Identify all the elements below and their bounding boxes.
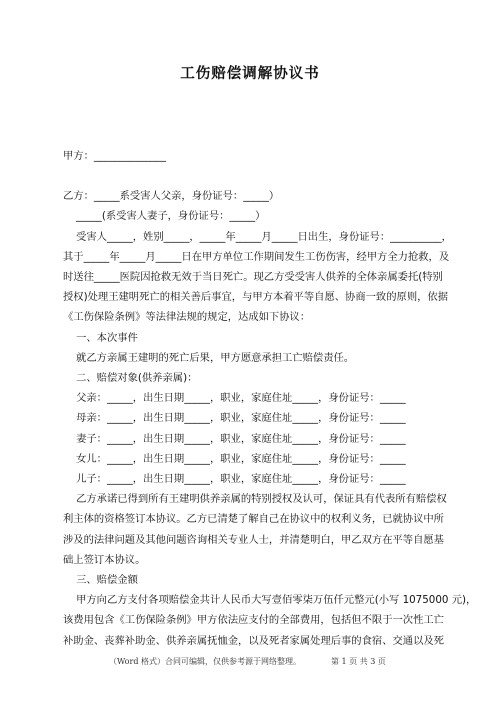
body-line: 础上签订本协议。 xyxy=(63,553,146,566)
body-line: 涉及的法律问题及其他问题咨询相关专业人士，并清楚明白，甲乙双方在平等自愿基 xyxy=(63,533,444,546)
body-line: 母亲：_____，出生日期_____，职业，家庭住址_____，身份证号：_____ xyxy=(63,412,406,425)
body-line: 就乙方亲属王建明的死亡后果，甲方愿意承担工亡赔偿责任。 xyxy=(63,351,355,364)
footer-note: （Word 格式）合同可编辑，仅供参考源于网络整理。 xyxy=(109,657,301,666)
page-number: 第 1 页 共 3 页 xyxy=(331,657,386,666)
body-line: 女儿：_____，出生日期_____，职业，家庭住址_____，身份证号：_____ xyxy=(63,452,406,465)
body-line: 《工伤保险条例》等法律法规的规定，达成如下协议： xyxy=(63,311,311,324)
body-line: 一、本次事件 xyxy=(63,331,138,344)
body-line: 父亲：_____，出生日期_____，职业，家庭住址_____，身份证号：_____ xyxy=(63,392,406,405)
body-line: 儿子：_____，出生日期_____，职业，家庭住址_____，身份证号：_____ xyxy=(63,473,406,486)
spacer xyxy=(63,166,443,184)
paragraph-lines xyxy=(63,186,477,651)
document-body xyxy=(63,146,477,651)
document-title: 工伤赔偿调解协议书 xyxy=(180,66,320,82)
body-line: _____(系受害人妻子，身份证号：_____） xyxy=(63,210,266,223)
body-line: 妻子：_____，出生日期_____，职业，家庭住址_____，身份证号：_____ xyxy=(63,432,406,445)
body-line: 时送往_____医院因抢救无效于当日死亡。现乙方受受害人供养的全体亲属委托(特别 xyxy=(63,271,443,284)
body-line: 受害人_____，姓别_____，_____年_____月_____日出生，身份证号：__________， xyxy=(63,230,452,243)
body-line: 乙方：_____系受害人父亲，身份证号：_____） xyxy=(63,190,280,203)
body-line: 利主体的资格签订本协议。乙方已清楚了解自己在协议中的权利义务，已就协议中所 xyxy=(63,513,444,526)
party-a-line: 甲方：______________ xyxy=(63,150,166,162)
body-line: 其于_____年_____月_____日在甲方单位工作期间发生工伤伤害，经甲方全力抢救，及 xyxy=(63,250,450,263)
body-line: 二、赔偿对象(供养亲属)： xyxy=(63,372,198,385)
body-line: 乙方承诺已得到所有王建明供养亲属的特别授权及认可，保证具有代表所有赔偿权 xyxy=(63,493,447,506)
body-line: 该费用包含《工伤保险条例》甲方依法应支付的全部费用，包括但不限于一次性工亡 xyxy=(63,614,444,627)
body-line: 甲方向乙方支付各项赔偿金共计人民币大写壹佰零柒万伍仟元整元(小写 1075000 元)， xyxy=(63,594,477,607)
body-line: 补助金、丧葬补助金、供养亲属抚恤金，以及死者家属处理后事的食宿、交通以及死 xyxy=(63,634,444,647)
body-line: 授权)处理王建明死亡的相关善后事宜，与甲方本着平等自愿、协商一致的原则，依据 xyxy=(63,291,448,304)
body-line: 三、赔偿金额 xyxy=(63,574,138,587)
